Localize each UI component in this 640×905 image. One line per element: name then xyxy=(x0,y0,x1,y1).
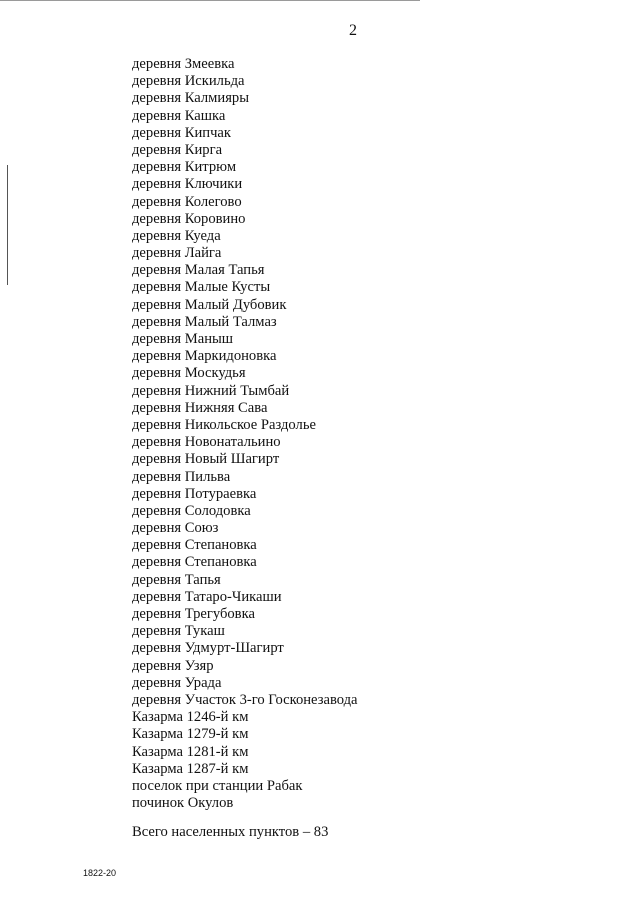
settlement-item: деревня Малый Талмаз xyxy=(132,313,277,330)
settlement-item: деревня Солодовка xyxy=(132,502,251,519)
settlement-item: деревня Потураевка xyxy=(132,485,257,502)
settlement-item: деревня Татаро-Чикаши xyxy=(132,588,282,605)
settlement-item: Казарма 1246-й км xyxy=(132,709,249,726)
settlement-item: деревня Узяр xyxy=(132,657,214,674)
document-code: 1822-20 xyxy=(83,868,117,878)
settlement-item: деревня Удмурт-Шагирт xyxy=(132,640,284,657)
left-margin-mark xyxy=(7,165,8,285)
settlement-item: починок Окулов xyxy=(132,795,234,812)
settlement-item: деревня Москудья xyxy=(132,365,246,382)
settlement-item: деревня Союз xyxy=(132,520,219,537)
settlement-item: деревня Лайга xyxy=(132,245,222,262)
total-settlements: Всего населенных пунктов – 83 xyxy=(132,824,329,840)
settlement-item: деревня Нижний Тымбай xyxy=(132,382,290,399)
settlement-item: деревня Искильда xyxy=(132,73,245,90)
settlement-item: деревня Степановка xyxy=(132,537,257,554)
settlement-item: деревня Новый Шагирт xyxy=(132,451,280,468)
top-scan-rule xyxy=(0,0,420,1)
settlement-list xyxy=(132,56,358,812)
settlement-item: деревня Степановка xyxy=(132,554,257,571)
settlement-item: деревня Маныш xyxy=(132,331,234,347)
settlement-item: деревня Кашка xyxy=(132,107,226,124)
settlement-item: Казарма 1281-й км xyxy=(132,743,249,760)
settlement-item: деревня Коровино xyxy=(132,210,246,227)
settlement-item: деревня Ключики xyxy=(132,176,243,193)
settlement-item: деревня Малые Кусты xyxy=(132,279,271,296)
settlement-item: деревня Тапья xyxy=(132,571,221,588)
settlement-item: деревня Никольское Раздолье xyxy=(132,416,316,433)
settlement-item: деревня Пильва xyxy=(132,468,231,485)
settlement-item: деревня Участок 3-го Госконезавода xyxy=(132,691,358,708)
settlement-item: деревня Куеда xyxy=(132,227,221,244)
settlement-item: деревня Калмияры xyxy=(132,90,250,107)
settlement-item: деревня Нижняя Сава xyxy=(132,399,268,416)
settlement-item: деревня Тукаш xyxy=(132,623,225,640)
settlement-item: деревня Маркидоновка xyxy=(132,348,277,365)
settlement-item: деревня Новонатальино xyxy=(132,434,281,451)
settlement-item: деревня Малый Дубовик xyxy=(132,296,287,313)
settlement-item: Казарма 1287-й км xyxy=(132,760,249,777)
settlement-item: деревня Колегово xyxy=(132,193,242,210)
settlement-item: деревня Кипчак xyxy=(132,124,231,141)
settlement-item: поселок при станции Рабак xyxy=(132,777,303,794)
settlement-item: Казарма 1279-й км xyxy=(132,726,249,743)
settlement-item: деревня Змеевка xyxy=(132,56,235,72)
settlement-item: деревня Кирга xyxy=(132,141,223,158)
page-number: 2 xyxy=(349,22,357,39)
settlement-item: деревня Урада xyxy=(132,674,222,691)
settlement-item: деревня Китрюм xyxy=(132,159,237,176)
settlement-item: деревня Малая Тапья xyxy=(132,262,265,279)
settlement-item: деревня Трегубовка xyxy=(132,606,255,622)
